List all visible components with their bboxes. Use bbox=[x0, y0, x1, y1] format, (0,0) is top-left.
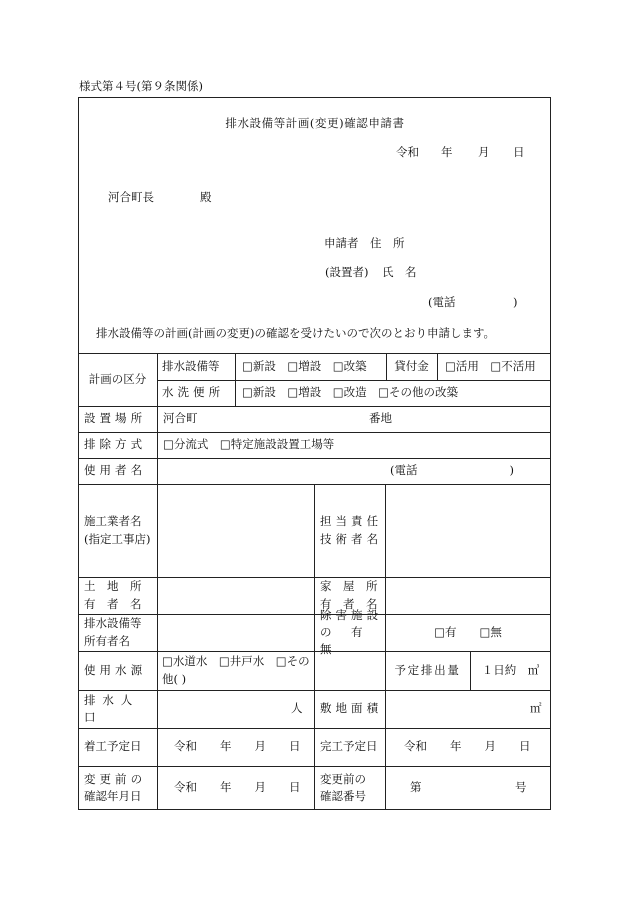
abatement-line2: の 有 無 bbox=[320, 624, 383, 657]
addressee-name: 河合町長 bbox=[108, 190, 154, 204]
drainage-options[interactable]: □新設 □増設 □改築 bbox=[242, 358, 367, 373]
toilet-label: 水洗便所 bbox=[162, 385, 225, 400]
facility-owner-line2: 所有者名 bbox=[84, 633, 130, 648]
water-source-label: 使用水源 bbox=[84, 662, 147, 677]
name-label: 氏 名 bbox=[382, 265, 417, 279]
applicant-label: 申請者 bbox=[324, 236, 359, 250]
date-month: 月 bbox=[478, 145, 490, 159]
address-label: 住 所 bbox=[370, 236, 405, 250]
plan-class-label: 計画の区分 bbox=[88, 371, 147, 386]
user-label: 使用者名 bbox=[84, 463, 147, 478]
rule bbox=[157, 353, 158, 810]
location-label: 設置場所 bbox=[84, 411, 147, 426]
prev-number-line1: 変更前の bbox=[320, 771, 366, 786]
prev-number-line2: 確認番号 bbox=[320, 789, 366, 803]
prev-number-prefix: 第 bbox=[410, 780, 422, 795]
prev-number-suffix: 号 bbox=[515, 780, 527, 795]
population-unit: 人 bbox=[291, 701, 303, 716]
loan-label: 貸付金 bbox=[394, 358, 429, 373]
facility-owner-label bbox=[84, 614, 157, 651]
engineer-label-line2: 技術者名 bbox=[320, 531, 383, 546]
applicant-phone: (電話 ) bbox=[428, 295, 518, 309]
location-banchi: 番地 bbox=[369, 411, 392, 426]
house-owner-line1: 家 屋 所 bbox=[320, 579, 378, 594]
rule bbox=[235, 353, 236, 406]
house-owner-line2: 有 者 名 bbox=[320, 596, 378, 611]
prev-date-label bbox=[84, 766, 157, 810]
engineer-label-line1: 担当責任 bbox=[320, 514, 383, 529]
form-number: 様式第４号(第９条関係) bbox=[79, 79, 203, 93]
contractor-label-line1: 施工業者名 bbox=[84, 514, 142, 529]
drainage-label: 排水設備等 bbox=[162, 358, 220, 373]
land-owner-line2: 有 者 名 bbox=[84, 596, 142, 611]
date-day: 日 bbox=[513, 145, 525, 159]
intro-text bbox=[96, 325, 495, 341]
prev-date-value[interactable]: 令和 年 月 日 bbox=[174, 780, 301, 795]
land-owner-line1: 土 地 所 bbox=[84, 579, 142, 594]
prev-date-line2: 確認年月日 bbox=[84, 789, 142, 803]
drain-method-options[interactable]: □分流式 □特定施設設置工場等 bbox=[163, 437, 335, 452]
abatement-facility-label bbox=[320, 607, 385, 657]
addressee-honorific: 殿 bbox=[200, 190, 212, 204]
toilet-options[interactable]: □新設 □増設 □改造 □その他の改築 bbox=[242, 385, 458, 400]
date-era: 令和 bbox=[396, 145, 419, 159]
start-date-value[interactable]: 令和 年 月 日 bbox=[174, 739, 301, 754]
rule bbox=[314, 484, 315, 810]
end-date-label: 完工予定日 bbox=[320, 739, 378, 754]
planned-discharge-label: 予定排出量 bbox=[394, 662, 461, 677]
form-title: 排水設備等計画(変更)確認申請書 bbox=[225, 116, 405, 130]
facility-owner-line1: 排水設備等 bbox=[84, 616, 142, 631]
engineer-label bbox=[320, 484, 385, 577]
site-area-unit: ㎡ bbox=[530, 701, 542, 716]
date-year: 年 bbox=[441, 145, 453, 159]
start-date-label: 着工予定日 bbox=[84, 739, 142, 754]
contractor-label bbox=[84, 484, 157, 577]
contractor-label-line2: (指定工事店) bbox=[84, 531, 151, 546]
land-owner-label bbox=[84, 577, 157, 614]
drain-method-label: 排除方式 bbox=[84, 437, 147, 452]
prev-date-line1: 変更前の bbox=[84, 771, 147, 786]
site-area-label: 敷地面積 bbox=[320, 701, 383, 716]
abatement-line1: 除害施設 bbox=[320, 607, 383, 622]
loan-options[interactable]: □活用 □不活用 bbox=[445, 358, 536, 373]
location-town[interactable]: 河合町 bbox=[163, 411, 198, 426]
rule bbox=[437, 353, 438, 380]
planned-discharge-value[interactable]: １日約 ㎥ bbox=[481, 662, 540, 677]
prev-number-label bbox=[320, 766, 385, 810]
installer-label: (設置者) bbox=[325, 265, 369, 279]
abatement-options[interactable]: □有 □無 bbox=[434, 624, 502, 639]
intro-sentence: 排水設備等の計画(計画の変更)の確認を受けたいので次のとおり申請します。 bbox=[96, 326, 496, 340]
drain-population-label: 排水人口 bbox=[84, 692, 140, 724]
water-source-options[interactable]: □水道水 □井戸水 □その他( ) bbox=[162, 654, 310, 686]
user-phone[interactable]: (電話 ) bbox=[390, 463, 514, 478]
end-date-value[interactable]: 令和 年 月 日 bbox=[404, 739, 531, 754]
